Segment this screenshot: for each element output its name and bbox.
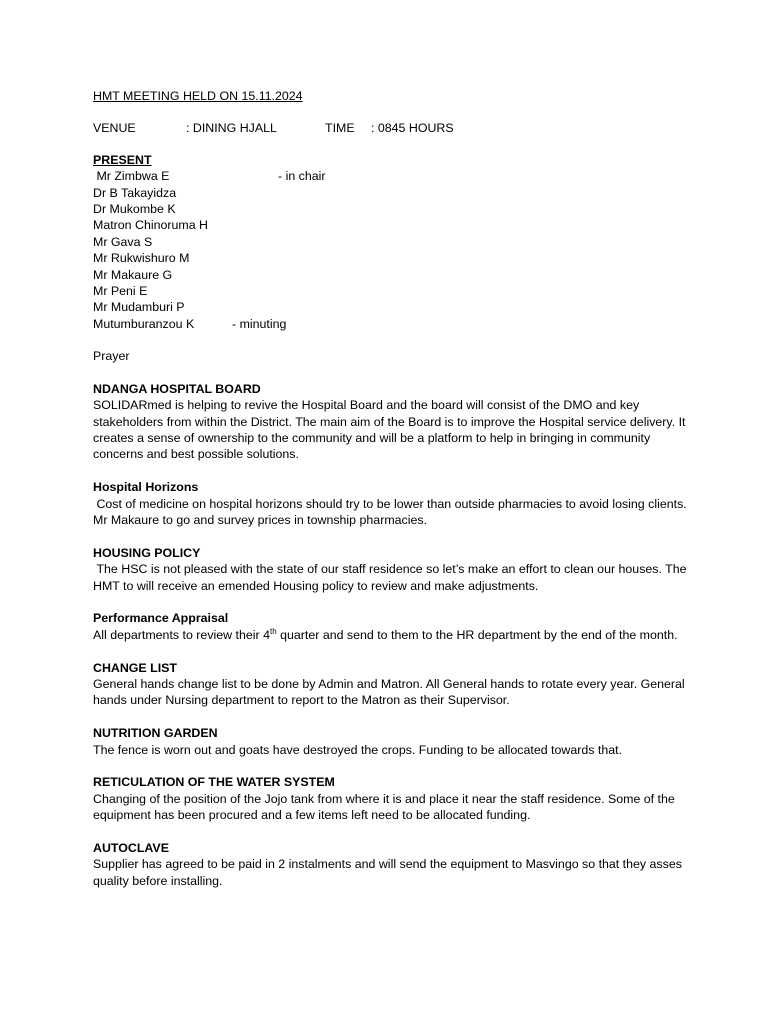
venue-value: : DINING HJALL — [186, 121, 277, 136]
section-body: SOLIDARmed is helping to revive the Hospital Board and the board will consist of the DMO and key stakeholders from within the District. The main aim of the Board is to improve the Hospital service delivery. It creates a sense of ownership to the community and will be a platform to help in bringing in community concerns and best possible solutions. — [93, 398, 686, 462]
attendee-role: - in chair — [278, 169, 326, 184]
section-title: RETICULATION OF THE WATER SYSTEM — [93, 775, 335, 790]
attendee-row — [93, 283, 693, 299]
section-body-text: quarter and send to them to the HR department by the end of the month. — [276, 627, 678, 642]
attendee-name: Mr Mudamburi P — [93, 300, 185, 315]
minutes-section — [93, 725, 693, 758]
minutes-section — [93, 479, 693, 528]
section-title: NDANGA HOSPITAL BOARD — [93, 381, 261, 396]
section-body: The fence is worn out and goats have destroyed the crops. Funding to be allocated towards that. — [93, 742, 622, 757]
attendee-row — [93, 316, 693, 332]
section-title: NUTRITION GARDEN — [93, 726, 218, 741]
attendee-name: Mr Gava S — [93, 234, 153, 249]
attendee-role: - minuting — [232, 316, 287, 331]
attendee-row — [93, 234, 693, 250]
ordinal-superscript: th — [270, 626, 277, 636]
section-title: Hospital Horizons — [93, 480, 199, 495]
attendee-name: Mr Peni E — [93, 284, 148, 299]
time-value: : 0845 HOURS — [371, 121, 454, 136]
attendee-name: Mr Makaure G — [93, 267, 173, 282]
section-title: CHANGE LIST — [93, 660, 177, 675]
minutes-section — [93, 840, 693, 889]
present-heading: PRESENT — [93, 152, 152, 167]
document-page — [93, 88, 693, 906]
page-title: HMT MEETING HELD ON 15.11.2024 — [93, 89, 303, 103]
section-body: Supplier has agreed to be paid in 2 instalments and will send the equipment to Masvingo so that they asses quality before installing. — [93, 857, 682, 888]
section-title: HOUSING POLICY — [93, 545, 201, 560]
section-body: The HSC is not pleased with the state of our staff residence so let’s make an effort to clean our houses. The HMT to will receive an emended Housing policy to review and make adjustments. — [93, 562, 690, 593]
attendee-row — [93, 168, 693, 184]
time-label: TIME — [325, 121, 355, 136]
minutes-section — [93, 610, 693, 643]
attendee-name: Matron Chinoruma H — [93, 218, 209, 233]
attendee-row — [93, 299, 693, 315]
venue-time-row — [93, 120, 693, 136]
attendee-name: Dr B Takayidza — [93, 185, 177, 200]
attendee-row — [93, 185, 693, 201]
minutes-section — [93, 381, 693, 463]
attendee-name: Mr Rukwishuro M — [93, 251, 190, 266]
minutes-section — [93, 545, 693, 594]
section-body: Changing of the position of the Jojo tank from where it is and place it near the staff residence. Some of the equipment has been procured and a few items left need to be allocated funding. — [93, 791, 675, 823]
attendee-name: Mr Zimbwa E — [93, 169, 170, 184]
minutes-section — [93, 660, 693, 709]
section-body: General hands change list to be done by Admin and Matron. All General hands to rotate every year. General hands under Nursing department to report to the Matron as their Supervisor. — [93, 676, 685, 708]
minutes-section — [93, 774, 693, 823]
venue-label: VENUE — [93, 121, 136, 136]
attendee-name: Mutumburanzou K — [93, 316, 195, 331]
attendee-name: Dr Mukombe K — [93, 202, 176, 217]
attendee-row — [93, 201, 693, 217]
attendee-row — [93, 267, 693, 283]
section-title: AUTOCLAVE — [93, 840, 169, 855]
present-section — [93, 152, 693, 332]
prayer-line: Prayer — [93, 349, 130, 364]
section-body-text: All departments to review their 4 — [93, 627, 270, 642]
section-title: Performance Appraisal — [93, 611, 229, 626]
section-body — [93, 627, 693, 643]
attendee-row — [93, 250, 693, 266]
attendee-row — [93, 217, 693, 233]
section-body: Cost of medicine on hospital horizons should try to be lower than outside pharmacies to avoid losing clients. Mr Makaure to go and survey prices in township pharmacies. — [93, 496, 691, 527]
